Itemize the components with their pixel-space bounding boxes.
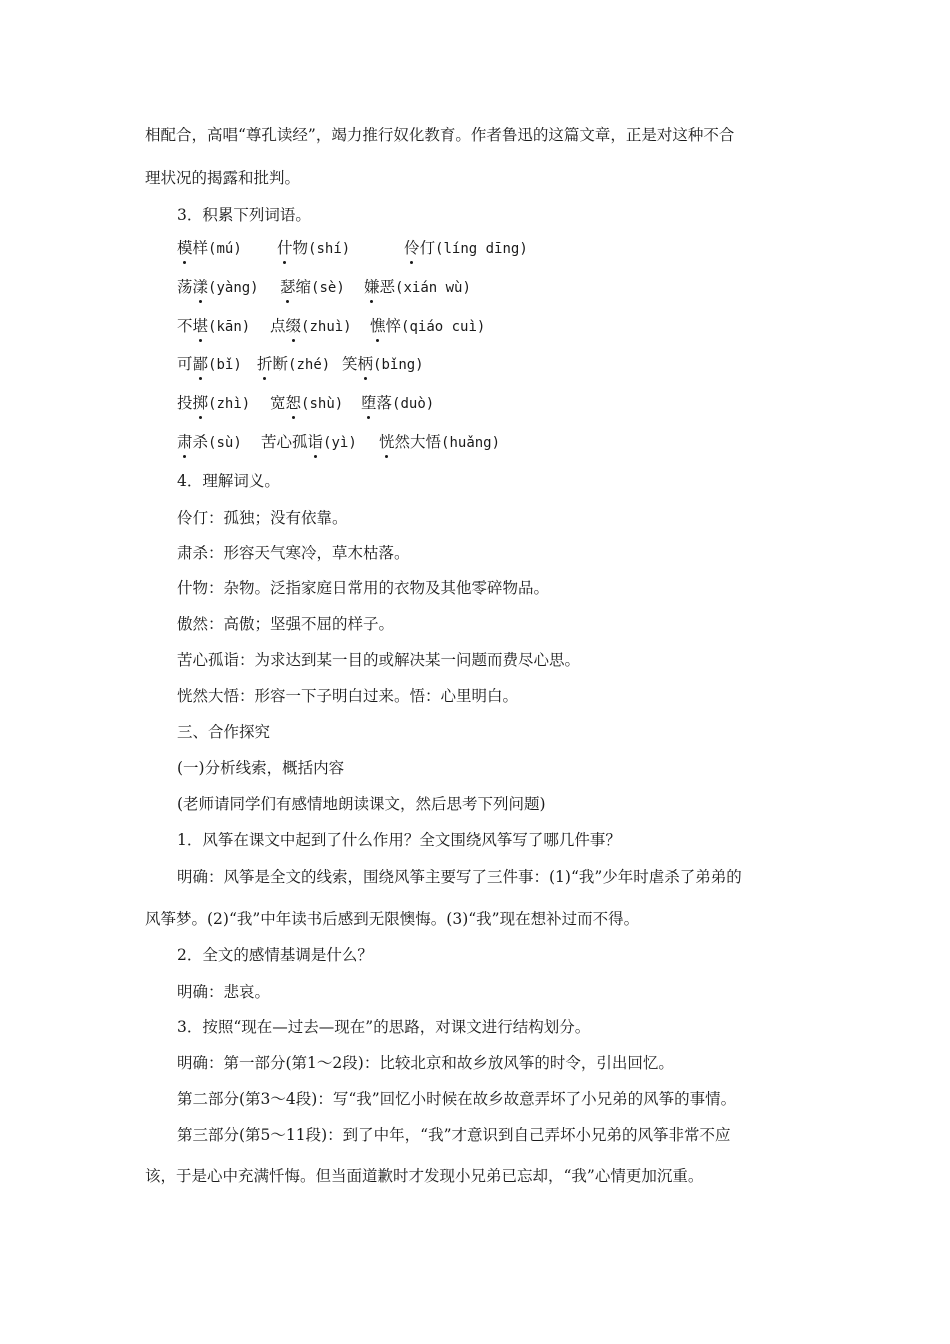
vocab-term xyxy=(364,277,471,298)
vocab-term xyxy=(177,316,270,337)
vocab-term xyxy=(257,354,342,375)
vocab-pinyin: (yàng) xyxy=(208,280,259,296)
meaning-item: 伶仃：孤独；没有依靠。 xyxy=(177,509,348,527)
vocab-term xyxy=(361,393,434,414)
vocab-pinyin: (zhé) xyxy=(288,357,331,373)
answer-1-line-2: 风筝梦。(2)“我”中年读书后感到无限懊悔。(3)“我”现在想补过而不得。 xyxy=(145,910,640,928)
vocab-pinyin: (kān) xyxy=(208,319,251,335)
instruction-text: (老师请同学们有感情地朗读课文，然后思考下列问题) xyxy=(177,795,546,813)
question-2: 2．全文的感情基调是什么？ xyxy=(177,946,373,964)
vocab-pinyin: (xián wù) xyxy=(395,280,471,296)
vocab-dotted-char: 堕 xyxy=(361,394,377,412)
vocab-pinyin: (sè) xyxy=(311,280,345,296)
vocab-row-5 xyxy=(177,393,434,414)
vocab-pinyin: (yì) xyxy=(323,435,357,451)
vocab-term xyxy=(177,393,270,414)
vocab-dotted-char: 诣 xyxy=(307,433,324,451)
vocab-row-4 xyxy=(177,354,424,375)
vocab-pinyin: (sù) xyxy=(208,435,242,451)
vocab-pinyin: (bǐng) xyxy=(373,357,424,373)
vocab-word-prefix: 点 xyxy=(270,317,286,335)
meaning-heading: 4．理解词义。 xyxy=(177,472,280,490)
vocab-pinyin: (mú) xyxy=(208,241,242,257)
meaning-item: 苦心孤诣：为求达到某一目的或解决某一问题而费尽心思。 xyxy=(177,651,581,669)
vocab-dotted-char: 嫌 xyxy=(364,278,380,296)
vocab-word-suffix: 恶 xyxy=(379,278,396,296)
vocab-row-6 xyxy=(177,432,500,453)
vocab-term xyxy=(370,316,485,337)
vocab-dotted-char: 恍 xyxy=(379,433,395,451)
vocab-word-suffix: 仃 xyxy=(419,239,436,257)
vocab-pinyin: (zhì) xyxy=(208,396,251,412)
vocab-dotted-char: 堪 xyxy=(192,317,209,335)
vocab-row-1 xyxy=(177,238,528,259)
vocab-word-prefix: 笑 xyxy=(342,355,358,373)
question-3: 3．按照“现在—过去—现在”的思路，对课文进行结构划分。 xyxy=(177,1018,591,1036)
vocab-pinyin: (qiáo cuì) xyxy=(401,319,486,335)
vocab-word-suffix: 悴 xyxy=(385,317,402,335)
vocab-term xyxy=(379,432,500,453)
vocab-pinyin: (shù) xyxy=(301,396,344,412)
vocab-word-prefix: 荡 xyxy=(177,278,193,296)
vocab-dotted-char: 缀 xyxy=(285,317,302,335)
vocab-word-suffix: 然大悟 xyxy=(394,433,442,451)
vocab-term xyxy=(270,393,361,414)
vocab-row-2 xyxy=(177,277,471,298)
intro-line-2: 理状况的揭露和批判。 xyxy=(145,169,301,187)
vocab-dotted-char: 什 xyxy=(277,239,293,257)
vocab-dotted-char: 折 xyxy=(257,355,273,373)
vocab-pinyin: (shí) xyxy=(308,241,351,257)
vocab-word-suffix: 断 xyxy=(272,355,289,373)
vocab-word-prefix: 投 xyxy=(177,394,193,412)
vocab-term xyxy=(270,316,370,337)
vocab-word-prefix: 可 xyxy=(177,355,193,373)
vocab-word-suffix: 缩 xyxy=(295,278,312,296)
vocab-pinyin: (zhuì) xyxy=(301,319,352,335)
meaning-item: 傲然：高傲；坚强不屈的样子。 xyxy=(177,615,395,633)
vocab-term xyxy=(177,277,280,298)
vocab-dotted-char: 掷 xyxy=(192,394,209,412)
vocab-dotted-char: 漾 xyxy=(192,278,209,296)
answer-3-part-2: 第二部分(第3～4段)：写“我”回忆小时候在故乡故意弄坏了小兄弟的风筝的事情。 xyxy=(177,1090,737,1108)
vocab-dotted-char: 憔 xyxy=(370,317,386,335)
vocab-pinyin: (líng dīng) xyxy=(435,241,528,257)
vocab-dotted-char: 瑟 xyxy=(280,278,296,296)
answer-3-part-3-line-2: 该，于是心中充满忏悔。但当面道歉时才发现小兄弟已忘却，“我”心情更加沉重。 xyxy=(145,1167,704,1185)
vocab-term xyxy=(404,238,528,259)
vocab-pinyin: (duò) xyxy=(392,396,435,412)
vocab-word-prefix: 不 xyxy=(177,317,193,335)
vocab-dotted-char: 伶 xyxy=(404,239,420,257)
subsection-heading: (一)分析线索，概括内容 xyxy=(177,759,345,777)
vocab-heading: 3．积累下列词语。 xyxy=(177,206,311,224)
vocab-pinyin: (bǐ) xyxy=(208,357,242,373)
answer-1-line-1: 明确：风筝是全文的线索，围绕风筝主要写了三件事：(1)“我”少年时虐杀了弟弟的 xyxy=(177,868,742,886)
answer-2: 明确：悲哀。 xyxy=(177,983,271,1001)
answer-3-part-1: 明确：第一部分(第1～2段)：比较北京和故乡放风筝的时令，引出回忆。 xyxy=(177,1054,674,1072)
vocab-dotted-char: 恕 xyxy=(285,394,302,412)
meaning-item: 恍然大悟：形容一下子明白过来。悟：心里明白。 xyxy=(177,687,519,705)
meaning-item: 肃杀：形容天气寒冷，草木枯落。 xyxy=(177,544,410,562)
vocab-word-suffix: 落 xyxy=(376,394,393,412)
vocab-row-3 xyxy=(177,316,485,337)
vocab-term xyxy=(177,354,257,375)
vocab-word-prefix: 宽 xyxy=(270,394,286,412)
vocab-dotted-char: 柄 xyxy=(357,355,374,373)
vocab-pinyin: (huǎng) xyxy=(441,435,501,451)
vocab-word-suffix: 杀 xyxy=(192,433,209,451)
vocab-term xyxy=(261,432,379,453)
vocab-term xyxy=(280,277,364,298)
vocab-term xyxy=(342,354,424,375)
answer-3-part-3-line-1: 第三部分(第5～11段)：到了中年，“我”才意识到自己弄坏小兄弟的风筝非常不应 xyxy=(177,1126,731,1144)
question-1: 1．风筝在课文中起到了什么作用？全文围绕风筝写了哪几件事？ xyxy=(177,831,621,849)
intro-line-1: 相配合，高唱“尊孔读经”，竭力推行奴化教育。作者鲁迅的这篇文章，正是对这种不合 xyxy=(145,126,735,144)
vocab-dotted-char: 鄙 xyxy=(192,355,209,373)
vocab-term xyxy=(277,238,404,259)
vocab-dotted-char: 模 xyxy=(177,239,193,257)
vocab-word-suffix: 物 xyxy=(292,239,309,257)
vocab-term xyxy=(177,432,261,453)
vocab-word-prefix: 苦心孤 xyxy=(261,433,308,451)
vocab-word-suffix: 样 xyxy=(192,239,209,257)
meaning-item: 什物：杂物。泛指家庭日常用的衣物及其他零碎物品。 xyxy=(177,579,550,597)
vocab-term xyxy=(177,238,277,259)
vocab-dotted-char: 肃 xyxy=(177,433,193,451)
section-heading: 三、合作探究 xyxy=(177,723,271,741)
